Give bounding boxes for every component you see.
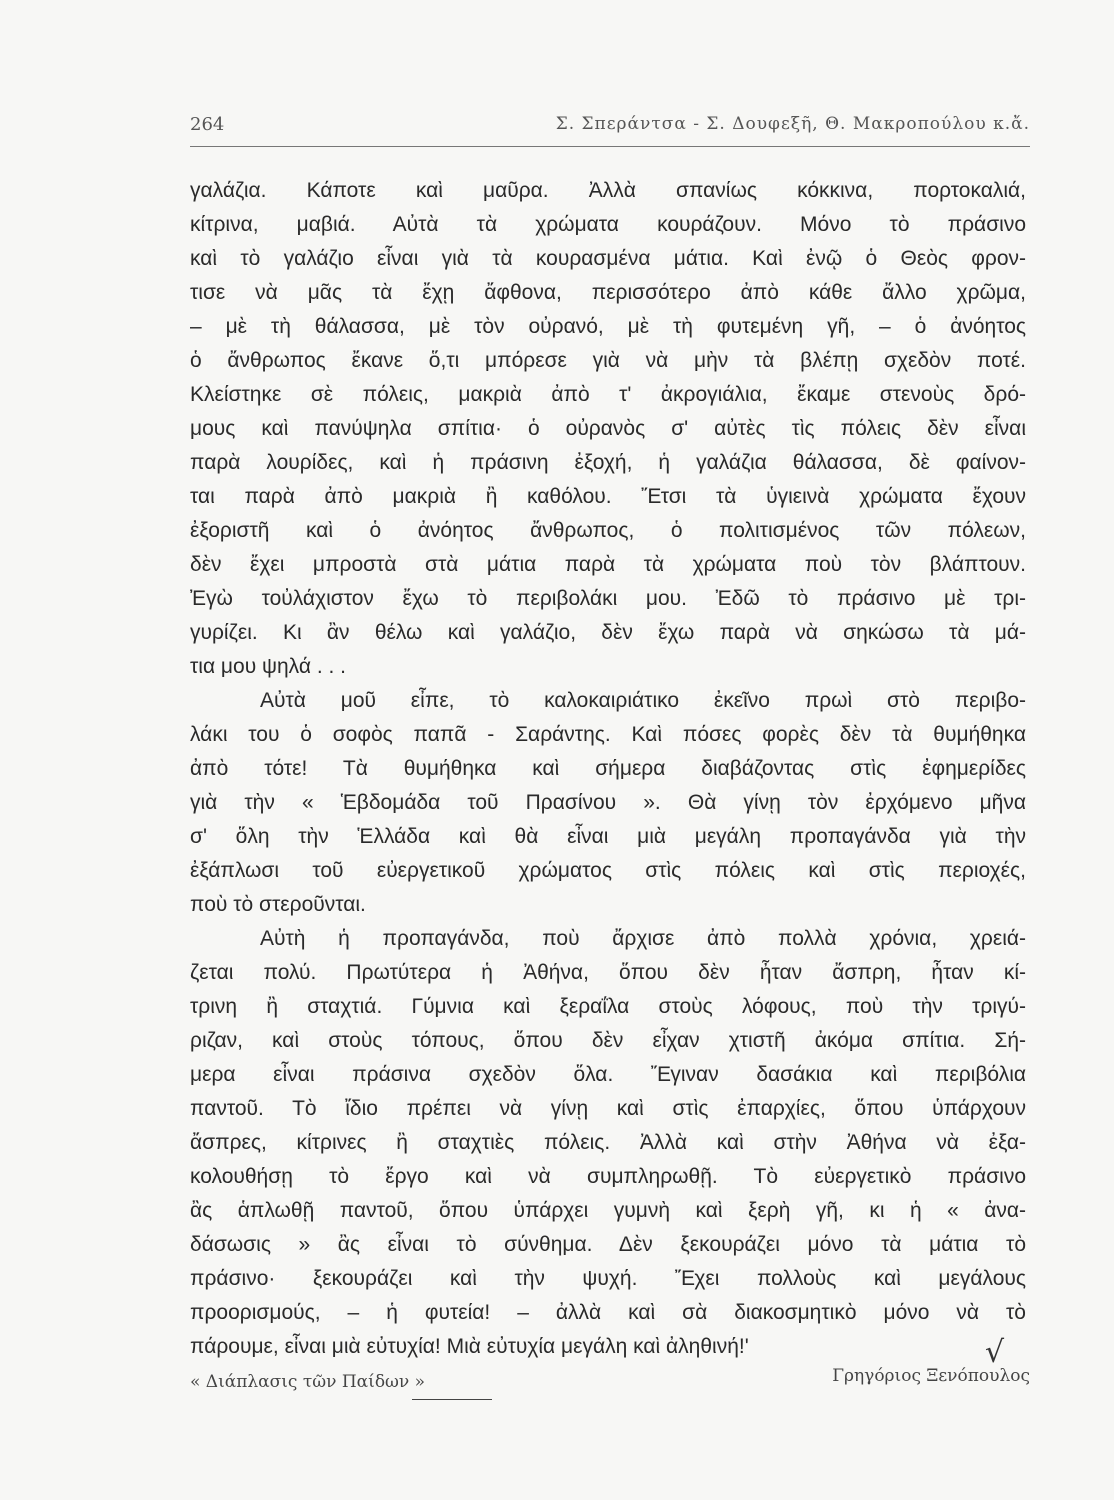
text-line: μους καὶ πανύψηλα σπίτια· ὁ οὐρανὸς σ' αὐτὲς τὶς πόλεις δὲν εἶναι (190, 417, 1026, 440)
text-line: ἐξοριστῆ καὶ ὁ ἀνόητος ἄνθρωπος, ὁ πολιτισμένος τῶν πόλεων, (190, 519, 1026, 542)
running-title: Σ. Σπεράντσα - Σ. Δουφεξῆ, Θ. Μακροπούλου κ.ἄ. (555, 114, 1030, 134)
text-line: Ἐγὼ τοὐλάχιστον ἔχω τὸ περιβολάκι μου. Ἐδῶ τὸ πράσινο μὲ τρι- (190, 587, 1026, 610)
text-line: Αὐτὴ ἡ προπαγάνδα, ποὺ ἄρχισε ἀπὸ πολλὰ χρόνια, χρειά- (260, 927, 1026, 950)
page-header (190, 112, 1030, 142)
text-line: ζεται πολύ. Πρωτύτερα ἡ Ἀθήνα, ὅπου δὲν ἦταν ἄσπρη, ἦταν κί- (190, 961, 1026, 984)
text-line: παρὰ λουρίδες, καὶ ἡ πράσινη ἐξοχή, ἡ γαλάζια θάλασσα, δὲ φαίνον- (190, 451, 1026, 474)
text-line: ὁ ἄνθρωπος ἔκανε ὅ,τι μπόρεσε γιὰ νὰ μὴν τὰ βλέπῃ σχεδὸν ποτέ. (190, 349, 1026, 372)
text-line: Αὐτὰ μοῦ εἶπε, τὸ καλοκαιριάτικο ἐκεῖνο πρωὶ στὸ περιβο- (260, 689, 1026, 712)
text-line: γαλάζια. Κάποτε καὶ μαῦρα. Ἀλλὰ σπανίως κόκκινα, πορτοκαλιά, (190, 179, 1026, 202)
footer-rule (412, 1399, 492, 1400)
text-line: ἄσπρες, κίτρινες ἢ σταχτιὲς πόλεις. Ἀλλὰ καὶ στὴν Ἀθήνα νὰ ἐξα- (190, 1131, 1026, 1154)
text-line: γυρίζει. Κι ἂν θέλω καὶ γαλάζιο, δὲν ἔχω παρὰ νὰ σηκώσω τὰ μά- (190, 621, 1026, 644)
text-line: πάρουμε, εἶναι μιὰ εὐτυχία! Μιὰ εὐτυχία μεγάλη καὶ ἀληθινή!' (190, 1335, 749, 1358)
text-line: ἀπὸ τότε! Τὰ θυμήθηκα καὶ σήμερα διαβάζοντας στὶς ἐφημερίδες (190, 757, 1026, 780)
text-line: Κλείστηκε σὲ πόλεις, μακριὰ ἀπὸ τ' ἀκρογιάλια, ἔκαμε στενοὺς δρό- (190, 383, 1026, 406)
text-line: κίτρινα, μαβιά. Αὐτὰ τὰ χρώματα κουράζουν. Μόνο τὸ πράσινο (190, 213, 1026, 236)
author-signature: Γρηγόριος Ξενόπουλος (832, 1366, 1030, 1386)
text-line: – μὲ τὴ θάλασσα, μὲ τὸν οὐρανό, μὲ τὴ φυτεμένη γῆ, – ὁ ἀνόητος (190, 315, 1026, 338)
text-line: προορισμούς, – ἡ φυτεία! – ἀλλὰ καὶ σὰ διακοσμητικὸ μόνο νὰ τὸ (190, 1301, 1026, 1324)
text-line: γιὰ τὴν « Ἑβδομάδα τοῦ Πρασίνου ». Θὰ γίνῃ τὸν ἐρχόμενο μῆνα (190, 791, 1026, 814)
page-number: 264 (190, 114, 225, 135)
text-line: μερα εἶναι πράσινα σχεδὸν ὅλα. Ἔγιναν δασάκια καὶ περιβόλια (190, 1063, 1026, 1086)
text-line: σ' ὅλη τὴν Ἑλλάδα καὶ θὰ εἶναι μιὰ μεγάλη προπαγάνδα γιὰ τὴν (190, 825, 1026, 848)
body-text (190, 174, 1026, 1364)
text-line: δὲν ἔχει μπροστὰ στὰ μάτια παρὰ τὰ χρώματα ποὺ τὸν βλάπτουν. (190, 553, 1026, 576)
text-line: ποὺ τὸ στεροῦνται. (190, 893, 366, 916)
text-line: τια μου ψηλά . . . (190, 655, 347, 678)
text-line: καὶ τὸ γαλάζιο εἶναι γιὰ τὰ κουρασμένα μάτια. Καὶ ἐνῷ ὁ Θεὸς φρον- (190, 247, 1026, 270)
text-line: πράσινο· ξεκουράζει καὶ τὴν ψυχή. Ἔχει πολλοὺς καὶ μεγάλους (190, 1267, 1026, 1290)
text-line: δάσωσις » ἂς εἶναι τὸ σύνθημα. Δὲν ξεκουράζει μόνο τὰ μάτια τὸ (190, 1233, 1026, 1256)
text-line: ται παρὰ ἀπὸ μακριὰ ἢ καθόλου. Ἔτσι τὰ ὑγιεινὰ χρώματα ἔχουν (190, 485, 1026, 508)
text-line: ἂς ἁπλωθῇ παντοῦ, ὅπου ὑπάρχει γυμνὴ καὶ ξερὴ γῆ, κι ἡ « ἀνα- (190, 1199, 1026, 1222)
text-line: ριζαν, καὶ στοὺς τόπους, ὅπου δὲν εἶχαν χτιστῆ ἀκόμα σπίτια. Σή- (190, 1029, 1026, 1052)
text-line: κολουθήσῃ τὸ ἔργο καὶ νὰ συμπληρωθῇ. Τὸ εὐεργετικὸ πράσινο (190, 1165, 1026, 1188)
text-line: λάκι του ὁ σοφὸς παπᾶ - Σαράντης. Καὶ πόσες φορὲς δὲν τὰ θυμήθηκα (190, 723, 1026, 746)
text-line: τρινη ἢ σταχτιά. Γύμνια καὶ ξεραΐλα στοὺς λόφους, ποὺ τὴν τριγύ- (190, 995, 1026, 1018)
text-line: τισε νὰ μᾶς τὰ ἔχῃ ἄφθονα, περισσότερο ἀπὸ κάθε ἄλλο χρῶμα, (190, 281, 1026, 304)
header-rule (190, 146, 1030, 147)
handwritten-check-mark: √ (985, 1335, 1005, 1370)
source-citation: « Διάπλασις τῶν Παίδων » (190, 1372, 426, 1392)
page-footer (190, 1366, 1030, 1402)
text-line: παντοῦ. Τὸ ἴδιο πρέπει νὰ γίνῃ καὶ στὶς ἐπαρχίες, ὅπου ὑπάρχουν (190, 1097, 1026, 1120)
text-line: ἐξάπλωσι τοῦ εὐεργετικοῦ χρώματος στὶς πόλεις καὶ στὶς περιοχές, (190, 859, 1026, 882)
